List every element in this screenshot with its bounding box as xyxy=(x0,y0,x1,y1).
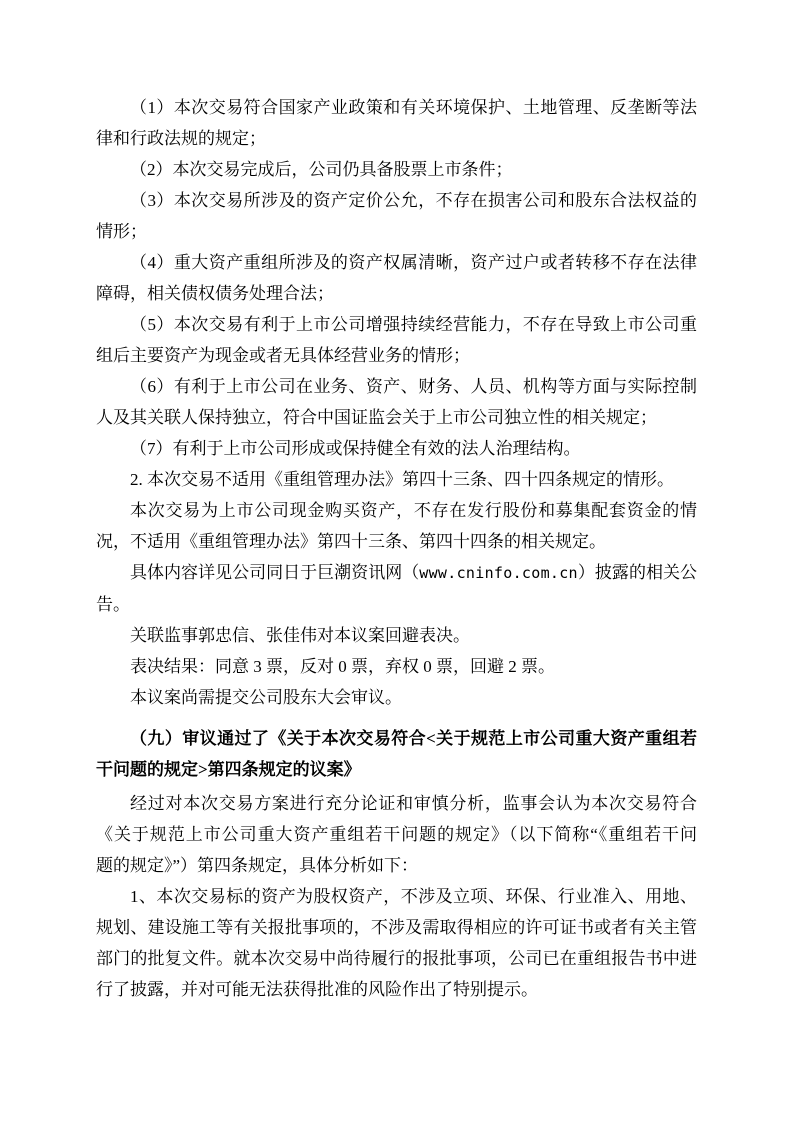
paragraph xyxy=(96,557,697,620)
text-line: 1、本次交易标的资产为股权资产，不涉及立项、环保、行业准入、用地、 xyxy=(130,887,697,906)
text-line: （2）本次交易完成后，公司仍具备股票上市条件； xyxy=(130,160,513,179)
text-line: 本次交易为上市公司现金购买资产，不存在发行股份和募集配套资金的情 xyxy=(130,501,697,520)
text-line: 表决结果：同意 3 票，反对 0 票，弃权 0 票，回避 2 票。 xyxy=(130,657,555,676)
text-line: 组后主要资产为现金或者无具体经营业务的情形； xyxy=(96,346,470,365)
text-line: 告。 xyxy=(96,595,130,614)
paragraph xyxy=(96,620,697,651)
text-line: 人及其关联人保持独立，符合中国证监会关于上市公司独立性的相关规定； xyxy=(96,408,657,427)
document-body xyxy=(96,92,697,1005)
text-line: 干问题的规定>第四条规定的议案》 xyxy=(96,760,361,779)
text-line: 经过对本次交易方案进行充分论证和审慎分析，监事会认为本次交易符合 xyxy=(130,794,697,813)
text-segment: ）披露的相关公 xyxy=(577,563,697,582)
text-line: 况，不适用《重组管理办法》第四十三条、第四十四条的相关规定。 xyxy=(96,532,606,551)
text-line: （4）重大资产重组所涉及的资产权属清晰，资产过户或者转移不存在法律 xyxy=(130,253,697,272)
paragraph xyxy=(96,185,697,247)
text-line: 2. 本次交易不适用《重组管理办法》第四十三条、四十四条规定的情形。 xyxy=(130,470,674,489)
text-line: 《关于规范上市公司重大资产重组若干问题的规定》（以下简称“《重组若干问 xyxy=(96,825,697,844)
text-line: 关联监事郭忠信、张佳伟对本议案回避表决。 xyxy=(130,626,470,645)
text-line: （3）本次交易所涉及的资产定价公允，不存在损害公司和股东合法权益的 xyxy=(130,191,697,210)
section-heading xyxy=(96,723,697,785)
text-line: 部门的批复文件。就本次交易中尚待履行的报批事项，公司已在重组报告书中进 xyxy=(96,949,697,968)
text-line: （九）审议通过了《关于本次交易符合<关于规范上市公司重大资产重组若 xyxy=(130,729,697,748)
paragraph xyxy=(96,92,697,154)
text-line: 律和行政法规的规定； xyxy=(96,129,266,148)
text-line: 规划、建设施工等有关报批事项的，不涉及需取得相应的许可证书或者有关主管 xyxy=(96,918,697,937)
paragraph xyxy=(96,464,697,495)
paragraph xyxy=(96,881,697,1005)
paragraph xyxy=(96,247,697,309)
paragraph xyxy=(96,154,697,185)
text-line: 障碍，相关债权债务处理合法； xyxy=(96,284,334,303)
text-line: 题的规定》”）第四条规定，具体分析如下： xyxy=(96,856,419,875)
paragraph xyxy=(96,433,697,464)
paragraph xyxy=(96,651,697,682)
text-line xyxy=(96,557,697,589)
text-line: （5）本次交易有利于上市公司增强持续经营能力，不存在导致上市公司重 xyxy=(130,315,697,334)
text-line: 情形； xyxy=(96,222,147,241)
url-text: www.cninfo.com.cn xyxy=(419,564,578,582)
paragraph xyxy=(96,495,697,557)
text-line: （6）有利于上市公司在业务、资产、财务、人员、机构等方面与实际控制 xyxy=(130,377,697,396)
paragraph xyxy=(96,788,697,881)
text-line: 本议案尚需提交公司股东大会审议。 xyxy=(130,688,402,707)
text-segment: 具体内容详见公司同日于巨潮资讯网（ xyxy=(130,563,420,582)
paragraph xyxy=(96,309,697,371)
text-line: （1）本次交易符合国家产业政策和有关环境保护、土地管理、反垄断等法 xyxy=(130,98,697,117)
text-line: 行了披露，并对可能无法获得批准的风险作出了特别提示。 xyxy=(96,980,538,999)
text-line: （7）有利于上市公司形成或保持健全有效的法人治理结构。 xyxy=(130,439,581,458)
paragraph xyxy=(96,371,697,433)
paragraph xyxy=(96,682,697,713)
